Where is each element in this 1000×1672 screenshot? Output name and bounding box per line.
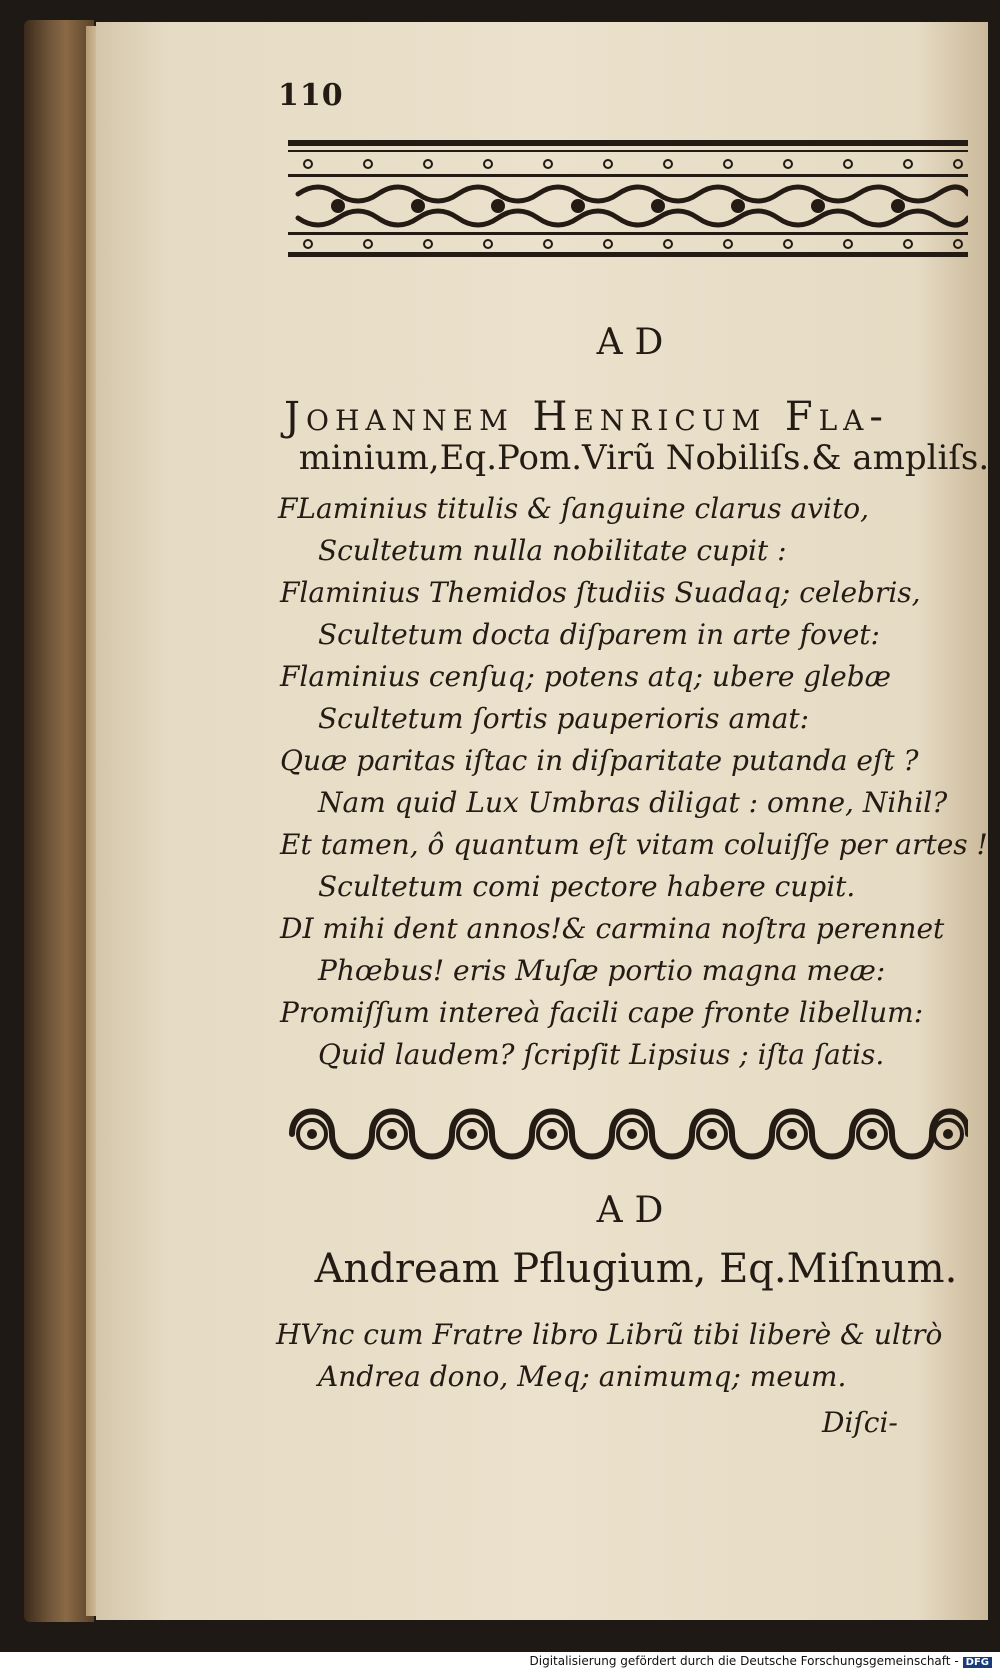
poem-line: Quæ paritas iſtac in diſparitate putanda eſt ? <box>280 744 919 777</box>
poem-line: Quid laudem? ſcripſit Lipsius ; iſta ſatis. <box>318 1038 885 1071</box>
dfg-logo: DFG <box>963 1657 992 1668</box>
poem-line: Scultetum docta diſparem in arte fovet: <box>318 618 880 651</box>
ornamental-border-middle <box>288 1092 968 1176</box>
heading-ad-2: AD <box>596 1190 676 1231</box>
poem-line: Flaminius Themidos ſtudiis Suadaq; celebris, <box>280 576 921 609</box>
poem-line: Et tamen, ô quantum eſt vitam coluiſſe per artes ! <box>280 828 988 861</box>
address-1-line-1: Johannem Henricum Fla- <box>284 394 889 440</box>
poem-line: Nam quid Lux Umbras diligat : omne, Nihil? <box>318 786 948 819</box>
poem-line: HVnc cum Fratre libro Librũ tibi liberè & ultrò <box>276 1318 943 1351</box>
poem-line: FLaminius titulis & ſanguine clarus avito, <box>278 492 870 525</box>
address-1-line-2: minium,Eq.Pom.Virũ Nobiliſs.& ampliſs. <box>298 438 990 478</box>
book-page <box>96 22 988 1620</box>
poem-line: Promiſſum intereà facili cape fronte libellum: <box>280 996 924 1029</box>
heading-ad-1: AD <box>596 322 676 363</box>
book-spine <box>24 20 94 1622</box>
page-number: 110 <box>278 78 344 113</box>
poem-line: Scultetum comi pectore habere cupit. <box>318 870 856 903</box>
footer-text: Digitalisierung gefördert durch die Deutsche Forschungsgemeinschaft - <box>529 1654 959 1668</box>
poem-line: Flaminius cenſuq; potens atq; ubere glebæ <box>280 660 891 693</box>
address-2: Andream Pflugium, Eq.Miſnum. <box>314 1246 958 1292</box>
ornamental-border-top <box>288 134 968 262</box>
digitization-footer <box>530 1654 993 1668</box>
poem-line: Scultetum ſortis pauperioris amat: <box>318 702 810 735</box>
poem-line: Andrea dono, Meq; animumq; meum. <box>318 1360 847 1393</box>
catchword: Diſci- <box>822 1406 898 1439</box>
poem-line: Phœbus! eris Muſæ portio magna meæ: <box>318 954 886 987</box>
poem-line: DI mihi dent annos!& carmina noſtra perennet <box>280 912 945 945</box>
poem-line: Scultetum nulla nobilitate cupit : <box>318 534 787 567</box>
